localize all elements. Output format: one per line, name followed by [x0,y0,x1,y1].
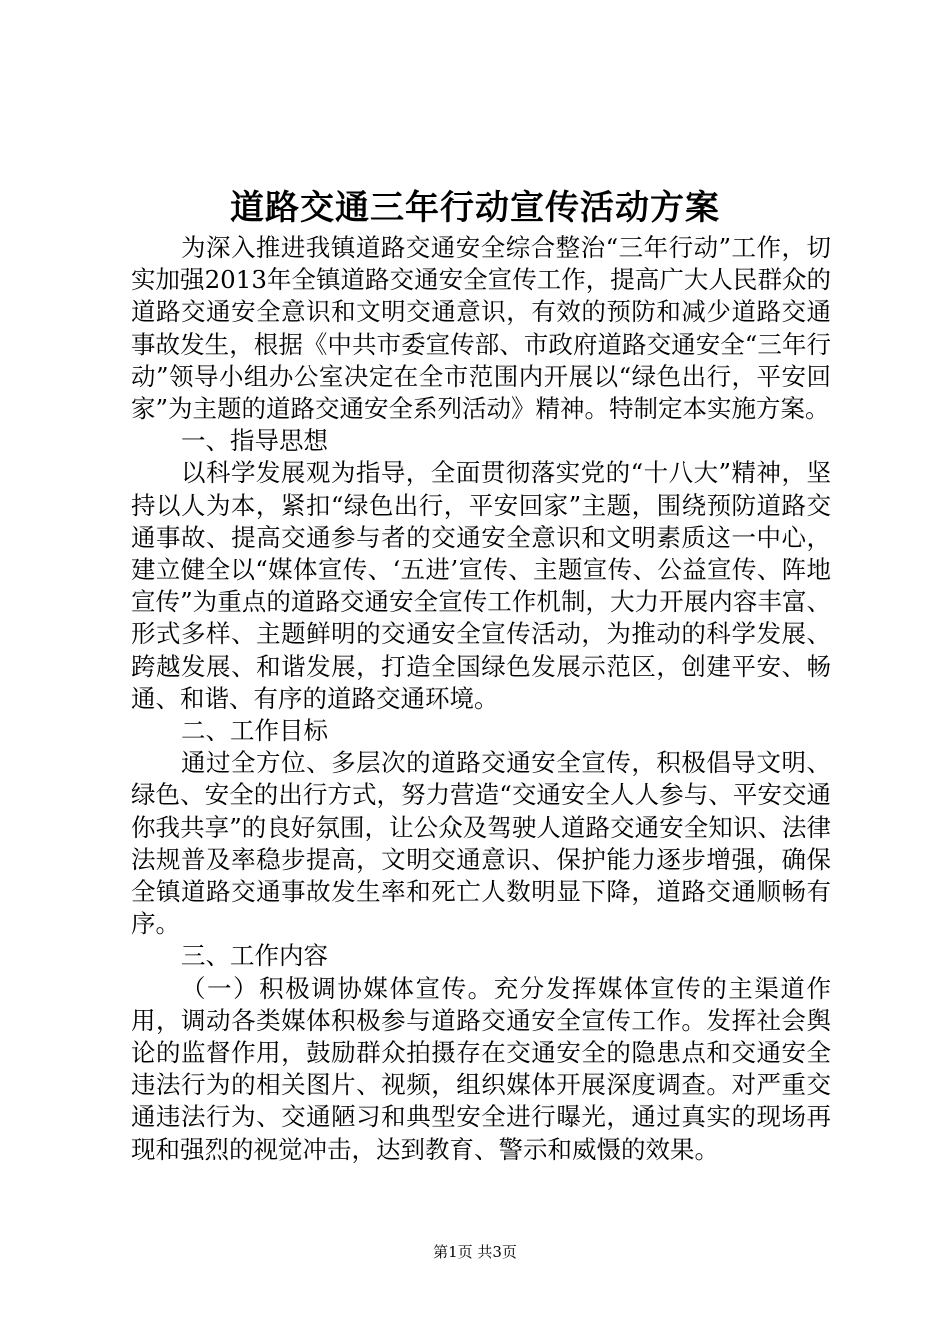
section-heading-work-goals: 二、工作目标 [181,716,328,746]
document-body [131,232,831,1166]
work-content-paragraph: （一）积极调协媒体宣传。充分发挥媒体宣传的主渠道作用，调动各类媒体积极参与道路交通安全宣传工作。发挥社会舆论的监督作用，鼓励群众拍摄存在交通安全的隐患点和交通安全违法行为的相关图片、视频，组织媒体开展深度调查。对严重交通违法行为、交通陋习和典型安全进行曝光，通过真实的现场再现和强烈的视觉冲击，达到教育、警示和威慑的效果。 [131,973,831,1164]
work-goals-paragraph: 通过全方位、多层次的道路交通安全宣传，积极倡导文明、绿色、安全的出行方式，努力营造“交通安全人人参与、平安交通你我共享”的良好氛围，让公众及驾驶人道路交通安全知识、法律法规普及率稳步提高，文明交通意识、保护能力逐步增强，确保全镇道路交通事故发生率和死亡人数明显下降，道路交通顺畅有序。 [131,748,831,939]
page-footer: 第1页 共3页 [433,1243,517,1261]
section-heading-guiding-thought: 一、指导思想 [181,426,328,456]
guiding-thought-paragraph: 以科学发展观为指导，全面贯彻落实党的“十八大”精神，坚持以人为本，紧扣“绿色出行，平安回家”主题，围绕预防道路交通事故、提高交通参与者的交通安全意识和文明素质这一中心，建立健全以“媒体宣传、‘五进’宣传、主题宣传、公益宣传、阵地宣传”为重点的道路交通安全宣传工作机制，大力开展内容丰富、形式多样、主题鲜明的交通安全宣传活动，为推动的科学发展、跨越发展、和谐发展，打造全国绿色发展示范区，创建平安、畅通、和谐、有序的道路交通环境。 [131,458,831,713]
intro-paragraph: 为深入推进我镇道路交通安全综合整治“三年行动”工作，切实加强2013年全镇道路交通安全宣传工作，提高广大人民群众的道路交通安全意识和文明交通意识，有效的预防和减少道路交通事故发生，根据《中共市委宣传部、市政府道路交通安全“三年行动”领导小组办公室决定在全市范围内开展以“绿色出行，平安回家”为主题的道路交通安全系列活动》精神。特制定本实施方案。 [131,233,831,424]
document-title: 道路交通三年行动宣传活动方案 [230,188,720,228]
section-heading-work-content: 三、工作内容 [181,941,328,971]
